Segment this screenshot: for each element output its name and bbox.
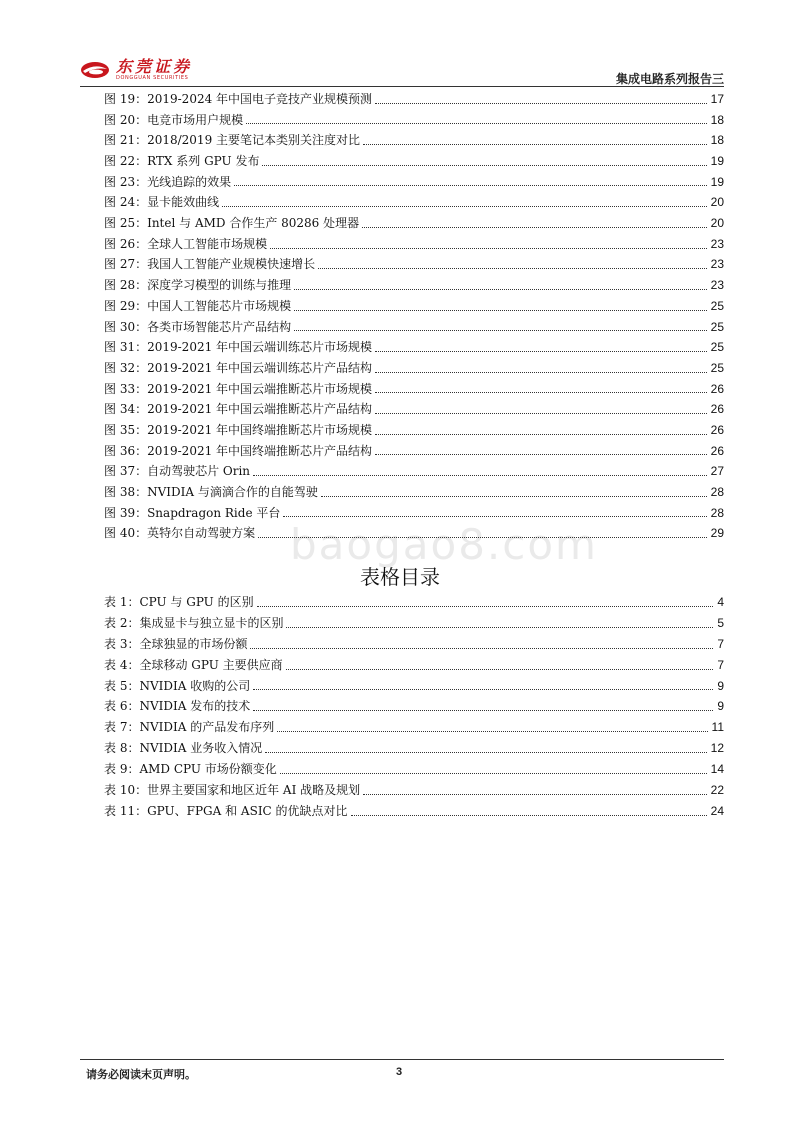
figure-entry-label: 图 21：2018/2019 主要笔记本类别关注度对比 [104, 133, 361, 148]
figure-entry-label: 图 23：光线追踪的效果 [104, 174, 232, 189]
figure-entry[interactable] [104, 172, 724, 193]
table-entry-label: 表 9：AMD CPU 市场份额变化 [104, 762, 277, 777]
dot-leader [286, 627, 713, 628]
table-entry[interactable] [104, 717, 724, 738]
dot-leader [363, 794, 707, 795]
company-logo [80, 56, 192, 84]
figure-entry-label: 图 31：2019-2021 年中国云端训练芯片市场规模 [104, 340, 373, 355]
dot-leader [262, 165, 706, 166]
figure-entry-label: 图 24：显卡能效曲线 [104, 195, 220, 210]
dot-leader [222, 206, 707, 207]
table-entry[interactable] [104, 592, 724, 613]
figure-index-list [104, 89, 724, 544]
dot-leader [280, 773, 707, 774]
table-entry-page-number: 12 [710, 741, 724, 756]
figure-entry-label: 图 20：电竞市场用户规模 [104, 112, 244, 127]
dot-leader [321, 496, 707, 497]
table-entry-label: 表 6：NVIDIA 发布的技术 [104, 699, 251, 714]
dot-leader [351, 815, 707, 816]
figure-entry[interactable] [104, 89, 724, 110]
table-entry-page-number: 5 [717, 615, 724, 630]
figure-entry-page-number: 19 [710, 154, 724, 169]
table-entry[interactable] [104, 801, 724, 822]
figure-entry-label: 图 26：全球人工智能市场规模 [104, 236, 268, 251]
figure-entry-page-number: 23 [710, 278, 724, 293]
figure-entry-page-number: 23 [710, 236, 724, 251]
table-entry[interactable] [104, 676, 724, 697]
figure-entry[interactable] [104, 482, 724, 503]
dot-leader [253, 689, 713, 690]
figure-entry-label: 图 37：自动驾驶芯片 Orin [104, 464, 251, 479]
figure-entry-page-number: 25 [710, 360, 724, 375]
figure-entry-label: 图 27：我国人工智能产业规模快速增长 [104, 257, 316, 272]
table-entry-label: 表 3：全球独显的市场份额 [104, 636, 248, 651]
dot-leader [250, 648, 713, 649]
figure-entry[interactable] [104, 420, 724, 441]
figure-entry-page-number: 28 [710, 505, 724, 520]
dot-leader [375, 372, 707, 373]
figure-entry[interactable] [104, 110, 724, 131]
figure-entry-label: 图 29：中国人工智能芯片市场规模 [104, 298, 292, 313]
table-entry-page-number: 11 [711, 720, 724, 735]
table-entry-page-number: 22 [710, 783, 724, 797]
figure-entry[interactable] [104, 317, 724, 338]
figure-entry[interactable] [104, 441, 724, 462]
figure-entry[interactable] [104, 399, 724, 420]
page-header [80, 56, 724, 86]
table-entry-page-number: 24 [710, 803, 724, 818]
figure-entry[interactable] [104, 213, 724, 234]
dot-leader [253, 710, 713, 711]
figure-entry-label: 图 19：2019-2024 年中国电子竞技产业规模预测 [104, 91, 373, 106]
table-entry-page-number: 7 [717, 657, 724, 672]
dot-leader [375, 434, 707, 435]
dot-leader [234, 185, 707, 186]
dot-leader [246, 123, 707, 124]
dot-leader [318, 268, 707, 269]
figure-entry-page-number: 25 [710, 340, 724, 355]
table-entry-page-number: 9 [717, 699, 724, 714]
table-entry-page-number: 9 [717, 678, 724, 693]
footer-divider [80, 1059, 724, 1060]
header-divider [80, 86, 724, 87]
dot-leader [375, 103, 707, 104]
table-entry[interactable] [104, 780, 724, 801]
figure-entry-label: 图 33：2019-2021 年中国云端推断芯片市场规模 [104, 381, 373, 396]
table-entry-page-number: 4 [717, 594, 724, 609]
table-entry-label: 表 5：NVIDIA 收购的公司 [104, 678, 251, 693]
figure-entry-page-number: 26 [710, 422, 724, 437]
table-entry-label: 表 4：全球移动 GPU 主要供应商 [104, 657, 283, 672]
dot-leader [277, 731, 707, 732]
figure-entry-page-number: 26 [710, 381, 724, 396]
table-entry-page-number: 7 [717, 636, 724, 651]
dot-leader [362, 227, 707, 228]
figure-entry-label: 图 25：Intel 与 AMD 合作生产 80286 处理器 [104, 216, 360, 231]
table-entry-page-number: 14 [710, 762, 724, 777]
figure-entry[interactable] [104, 255, 724, 276]
table-entry-label: 表 7：NVIDIA 的产品发布序列 [104, 720, 275, 735]
figure-entry[interactable] [104, 358, 724, 379]
table-entry[interactable] [104, 759, 724, 780]
logo-emblem-icon [80, 59, 110, 81]
figure-entry-label: 图 34：2019-2021 年中国云端推断芯片产品结构 [104, 402, 373, 417]
figure-entry[interactable] [104, 379, 724, 400]
disclaimer-note: 请务必阅读末页声明。 [86, 1068, 196, 1081]
figure-entry-page-number: 28 [710, 485, 724, 500]
figure-entry-page-number: 25 [710, 298, 724, 313]
dot-leader [265, 752, 706, 753]
figure-entry-page-number: 25 [710, 319, 724, 334]
figure-entry-label: 图 36：2019-2021 年中国终端推断芯片产品结构 [104, 443, 373, 458]
table-entry-label: 表 1：CPU 与 GPU 的区别 [104, 594, 254, 609]
figure-entry-page-number: 27 [710, 464, 724, 479]
figure-entry[interactable] [104, 130, 724, 151]
watermark: baogao8.com [290, 520, 598, 569]
figure-entry-page-number: 18 [710, 112, 724, 127]
figure-entry-label: 图 39：Snapdragon Ride 平台 [104, 505, 281, 520]
figure-entry-label: 图 40：英特尔自动驾驶方案 [104, 526, 256, 541]
table-entry[interactable] [104, 613, 724, 634]
logo-english-name: DONGGUAN SECURITIES [116, 74, 189, 81]
report-series-title: 集成电路系列报告三 [615, 72, 724, 86]
figure-entry-label: 图 30：各类市场智能芯片产品结构 [104, 319, 292, 334]
figure-entry-label: 图 32：2019-2021 年中国云端训练芯片产品结构 [104, 360, 373, 375]
dot-leader [294, 289, 707, 290]
dot-leader [257, 606, 714, 607]
dot-leader [253, 475, 707, 476]
dot-leader [363, 144, 707, 145]
figure-entry-label: 图 28：深度学习模型的训练与推理 [104, 278, 292, 293]
figure-entry[interactable] [104, 192, 724, 213]
dot-leader [294, 310, 707, 311]
figure-entry-label: 图 38：NVIDIA 与滴滴合作的自能驾驶 [104, 485, 318, 500]
logo-chinese-name: 东莞证券 [116, 56, 193, 76]
figure-entry[interactable] [104, 151, 724, 172]
figure-entry-page-number: 20 [710, 216, 724, 231]
dot-leader [294, 330, 707, 331]
table-entry-label: 表 8：NVIDIA 业务收入情况 [104, 741, 263, 756]
table-entry-label: 表 2：集成显卡与独立显卡的区别 [104, 615, 284, 630]
figure-entry[interactable] [104, 275, 724, 296]
figure-entry[interactable] [104, 461, 724, 482]
figure-entry-page-number: 29 [710, 526, 724, 541]
figure-entry-label: 图 22：RTX 系列 GPU 发布 [104, 154, 260, 169]
table-index-list [104, 592, 724, 822]
figure-entry-page-number: 26 [710, 402, 724, 417]
figure-entry[interactable] [104, 523, 724, 544]
figure-entry[interactable] [104, 337, 724, 358]
dot-leader [258, 537, 707, 538]
table-entry[interactable] [104, 655, 724, 676]
table-entry[interactable] [104, 634, 724, 655]
table-entry-label: 表 10：世界主要国家和地区近年 AI 战略及规划 [104, 783, 361, 797]
dot-leader [375, 351, 707, 352]
dot-leader [270, 248, 707, 249]
dot-leader [375, 454, 707, 455]
table-entry[interactable] [104, 696, 724, 717]
figure-entry-page-number: 20 [710, 195, 724, 210]
figure-entry-label: 图 35：2019-2021 年中国终端推断芯片市场规模 [104, 422, 373, 437]
figure-entry-page-number: 23 [710, 257, 724, 272]
table-entry-label: 表 11：GPU、FPGA 和 ASIC 的优缺点对比 [104, 803, 348, 818]
table-entry[interactable] [104, 738, 724, 759]
figure-entry[interactable] [104, 503, 724, 524]
dot-leader [375, 413, 707, 414]
dot-leader [283, 516, 706, 517]
dot-leader [286, 669, 714, 670]
figure-entry-page-number: 26 [710, 443, 724, 458]
figure-entry-page-number: 19 [710, 174, 724, 189]
page-number: 3 [396, 1066, 403, 1078]
figure-entry-page-number: 18 [710, 133, 724, 148]
figure-entry[interactable] [104, 296, 724, 317]
figure-entry-page-number: 17 [710, 91, 724, 106]
figure-entry[interactable] [104, 234, 724, 255]
table-index-title: 表格目录 [360, 565, 440, 589]
dot-leader [375, 392, 707, 393]
